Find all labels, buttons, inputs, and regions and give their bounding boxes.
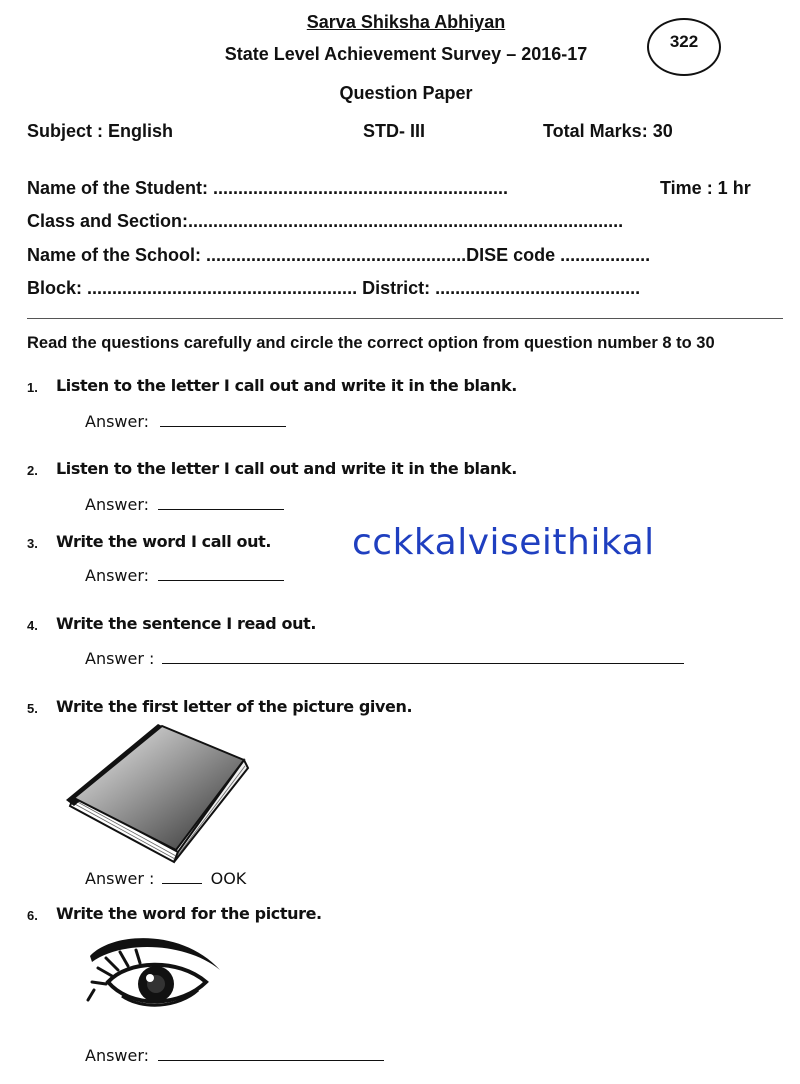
question-number: 6. (27, 908, 38, 923)
question-number: 4. (27, 618, 38, 633)
answer-blank[interactable] (160, 412, 286, 427)
answer-blank[interactable] (158, 566, 284, 581)
question-text: Write the first letter of the picture given. (56, 697, 413, 716)
answer-label: Answer: (85, 1046, 150, 1065)
book-icon (62, 720, 252, 866)
student-name-field: Name of the Student: ........................................................... (27, 178, 509, 198)
answer-suffix: OOK (210, 869, 247, 888)
std-label: STD- III (363, 121, 425, 141)
answer-row (85, 869, 246, 888)
watermark-text: cckkalviseithikal (352, 522, 655, 563)
answer-label: Answer : (85, 869, 155, 888)
answer-label: Answer : (85, 649, 155, 668)
question-number: 3. (27, 536, 38, 551)
answer-blank[interactable] (158, 1046, 384, 1061)
instruction: Read the questions carefully and circle the correct option from question number 8 to 30 (27, 334, 715, 352)
class-section-field: Class and Section:....................................................................................... (27, 211, 624, 231)
paper-code: 322 (669, 32, 699, 51)
question-number: 1. (27, 380, 38, 395)
eye-icon (82, 930, 224, 1014)
answer-row (85, 566, 284, 585)
paper-title: Question Paper (339, 83, 473, 103)
block-district-field: Block: ...................................................... District: ......................................... (27, 278, 641, 298)
subject-label: Subject : English (27, 121, 174, 141)
org-title: Sarva Shiksha Abhiyan (306, 12, 506, 32)
answer-row (85, 1046, 384, 1065)
question-text: Write the sentence I read out. (56, 614, 317, 633)
answer-row (85, 649, 684, 668)
answer-blank[interactable] (162, 869, 202, 884)
question-text: Listen to the letter I call out and write it in the blank. (56, 376, 517, 395)
paper-code-badge (647, 18, 721, 76)
answer-label: Answer: (85, 412, 150, 431)
question-number: 2. (27, 463, 38, 478)
school-name-field: Name of the School: ....................................................DISE code .................. (27, 245, 651, 265)
time-label: Time : 1 hr (660, 178, 751, 198)
survey-title: State Level Achievement Survey – 2016-17 (224, 44, 588, 64)
total-marks-label: Total Marks: 30 (543, 121, 673, 141)
answer-label: Answer: (85, 495, 150, 514)
answer-blank[interactable] (158, 495, 284, 510)
divider (27, 318, 783, 319)
question-text: Write the word for the picture. (56, 904, 322, 923)
question-text: Listen to the letter I call out and write it in the blank. (56, 459, 517, 478)
answer-row (85, 495, 284, 514)
answer-label: Answer: (85, 566, 150, 585)
answer-row (85, 412, 286, 431)
answer-blank[interactable] (162, 649, 684, 664)
question-number: 5. (27, 701, 38, 716)
question-text: Write the word I call out. (56, 532, 272, 551)
